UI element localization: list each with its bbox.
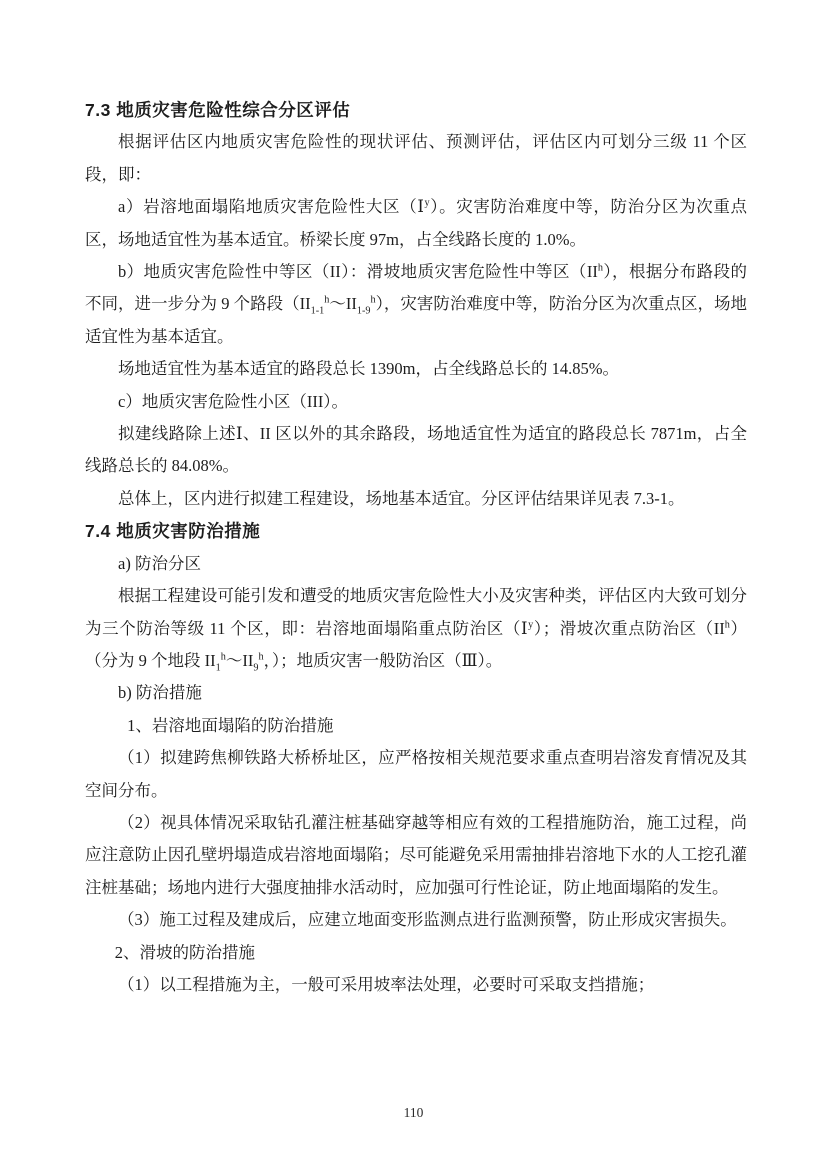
para-prevention-measures-label: b) 防治措施 <box>118 683 202 703</box>
para-overall-conclusion: 总体上，区内进行拟建工程建设，场地基本适宜。分区评估结果详见表 7.3-1。 <box>118 488 685 508</box>
para-remaining-sections: 拟建线路除上述Ⅰ、II 区以外的其余路段，场地适宜性为适宜的路段总长 7871m，占全线路总长的 84.08%。 <box>85 424 747 476</box>
page-number: 110 <box>403 1105 424 1120</box>
para-prevention-zoning: 根据工程建设可能引发和遭受的地质灾害危险性大小及灾害种类，评估区内大致可划分为三个防治等级 11 个区，即：岩溶地面塌陷重点防治区（Ⅰ$^y$）；滑坡次重点防治区$(II^h)$（分为 9 个地段 $II_1^h\sim II_9^h$，）；地质灾害一般防治区（Ⅲ）。 <box>85 586 747 674</box>
section-heading-7-3: 7.3 地质灾害危险性综合分区评估 <box>85 100 351 120</box>
section-heading-7-4: 7.4 地质灾害防治措施 <box>85 521 261 542</box>
para-zone-a-karst: a）岩溶地面塌陷地质灾害危险性大区（Ⅰ$^y$）。灾害防治难度中等，防治分区为次重点区，场地适宜性为基本适宜。桥梁长度 97m，占全线路长度的 1.0%。 <box>85 197 748 249</box>
para-prevention-zoning-label: a) 防治分区 <box>118 553 201 573</box>
para-landslide-measures-title: 2、滑坡的防治措施 <box>114 942 255 962</box>
para-zone-c-minor: c）地质灾害危险性小区（III）。 <box>118 391 349 411</box>
para-zoning-intro: 根据评估区内地质灾害危险性的现状评估、预测评估，评估区内可划分三级 11 个区段，即： <box>85 132 747 184</box>
para-suitability-length: 场地适宜性为基本适宜的路段总长 1390m，占全线路总长的 14.85%。 <box>118 359 619 379</box>
para-karst-measure-2: （2）视具体情况采取钻孔灌注桩基础穿越等相应有效的工程措施防治，施工过程，尚应注意防止因孔壁坍塌造成岩溶地面塌陷；尽可能避免采用需抽排岩溶地下水的人工挖孔灌注桩基础；场地内进行大强度抽排水活动时，应加强可行性论证，防止地面塌陷的发生。 <box>85 812 747 897</box>
para-zone-b-landslide: b）地质灾害危险性中等区（II）：滑坡地质灾害危险性中等区$(II^h)$，根据分布路段的不同，进一步分为 9 个路段$(II_{1-1}^h\sim II_{1-9}^h)$，灾害防治难度中等，防治分区为次重点区，场地适宜性为基本适宜。 <box>85 262 747 346</box>
document-content <box>85 94 747 1001</box>
para-landslide-measure-1: （1）以工程措施为主，一般可采用坡率法处理，必要时可采取支挡措施； <box>118 974 655 994</box>
para-karst-measure-3: （3）施工过程及建成后，应建立地面变形监测点进行监测预警，防止形成灾害损失。 <box>118 910 737 930</box>
para-karst-measure-1: （1）拟建跨焦柳铁路大桥桥址区，应严格按相关规范要求重点查明岩溶发育情况及其空间分布。 <box>85 748 747 800</box>
para-karst-measures-title: 1、岩溶地面塌陷的防治措施 <box>127 715 334 735</box>
